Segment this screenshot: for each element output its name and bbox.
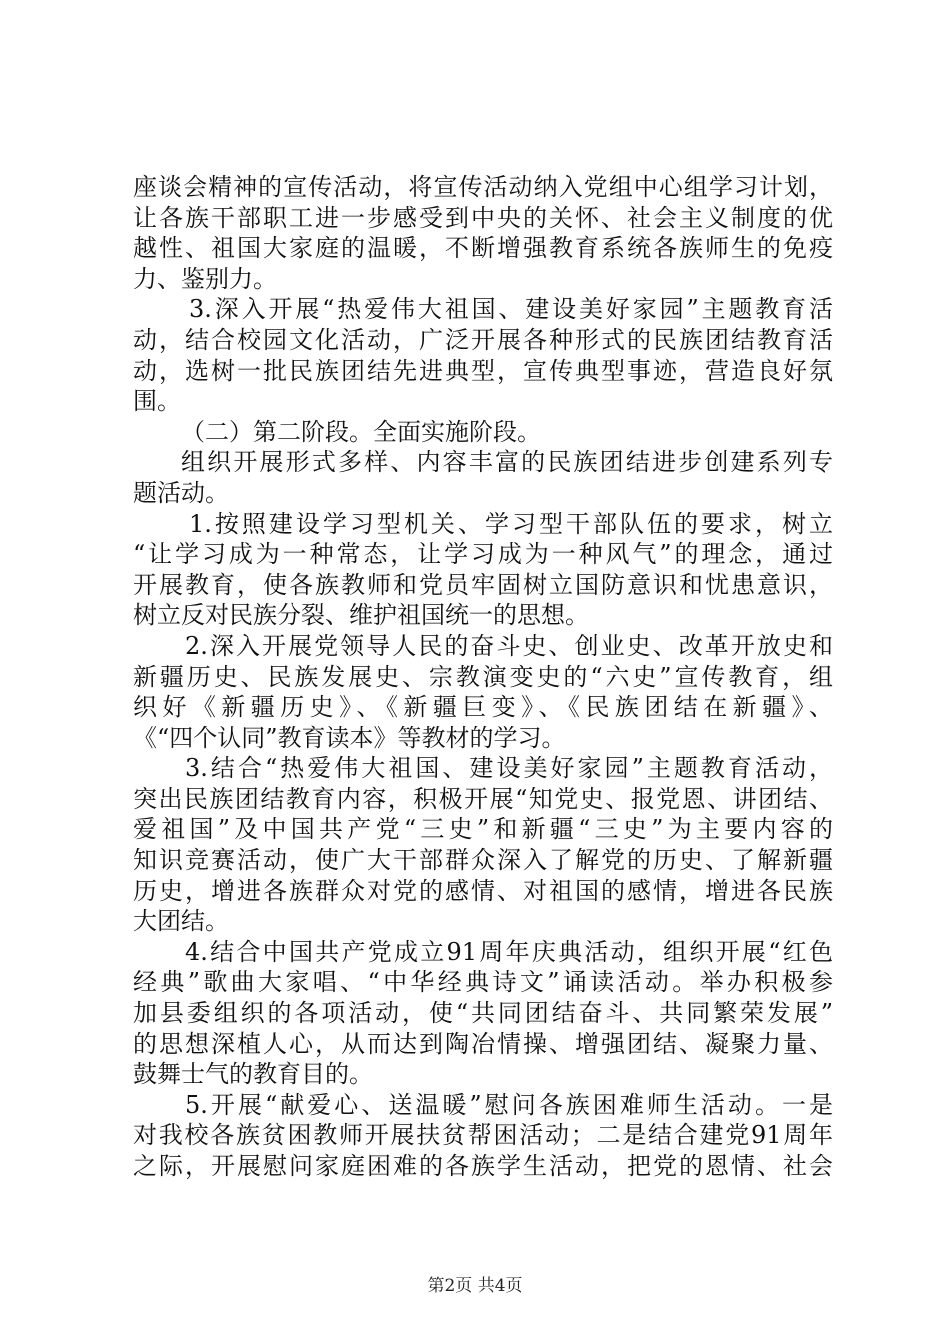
text-line: 题活动。 xyxy=(133,478,229,507)
document-body xyxy=(133,172,833,1182)
text-line: 动，选树一批民族团结先进典型，宣传典型事迹，营造良好氛 xyxy=(133,356,833,385)
text-line: 加县委组织的各项活动，使“共同团结奋斗、共同繁荣发展” xyxy=(133,999,833,1028)
text-line: 知识竞赛活动，使广大干部群众深入了解党的历史、了解新疆 xyxy=(133,846,833,875)
text-line: 对我校各族贫困教师开展扶贫帮困活动；二是结合建党91周年 xyxy=(133,1121,833,1150)
text-line: 新疆历史、民族发展史、宗教演变史的“六史”宣传教育，组 xyxy=(133,662,833,691)
text-line: 之际，开展慰问家庭困难的各族学生活动，把党的恩情、社会 xyxy=(133,1152,833,1180)
paragraph-first-line: 组织开展形式多样、内容丰富的民族团结进步创建系列专 xyxy=(181,448,833,477)
text-line: 突出民族团结教育内容，积极开展“知党史、报党恩、讲团结、 xyxy=(133,784,833,813)
text-line: 动，结合校园文化活动，广泛开展各种形式的民族团结教育活 xyxy=(133,325,833,354)
text-line: 织好《新疆历史》、《新疆巨变》、《民族团结在新疆》、 xyxy=(133,693,833,722)
text-line: 越性、祖国大家庭的温暖，不断增强教育系统各族师生的免疫 xyxy=(133,234,833,263)
paragraph-first-line: 3.深入开展“热爱伟大祖国、建设美好家园”主题教育活 xyxy=(189,295,833,324)
text-line: 树立反对民族分裂、维护祖国统一的思想。 xyxy=(133,601,589,630)
paragraph-first-line: 5.开展“献爱心、送温暖”慰问各族困难师生活动。一是 xyxy=(185,1090,833,1119)
section-heading: （二）第二阶段。全面实施阶段。 xyxy=(181,417,541,446)
text-line: 让各族干部职工进一步感受到中央的关怀、社会主义制度的优 xyxy=(133,203,833,232)
text-line: 围。 xyxy=(133,387,181,416)
text-line: 力、鉴别力。 xyxy=(133,264,277,293)
text-line: 爱祖国”及中国共产党“三史”和新疆“三史”为主要内容的 xyxy=(133,815,833,844)
text-line: 的思想深植人心，从而达到陶冶情操、增强团结、凝聚力量、 xyxy=(133,1029,833,1058)
text-line: 大团结。 xyxy=(133,907,229,936)
text-line: 座谈会精神的宣传活动，将宣传活动纳入党组中心组学习计划， xyxy=(133,173,833,201)
page-number-footer: 第2页 共4页 xyxy=(427,1276,523,1296)
text-line: 开展教育，使各族教师和党员牢固树立国防意识和忧患意识， xyxy=(133,570,833,599)
text-line: 《“四个认同”教育读本》等教材的学习。 xyxy=(133,723,566,752)
text-line: 历史，增进各族群众对党的感情、对祖国的感情，增进各民族 xyxy=(133,876,833,905)
text-line: 鼓舞士气的教育目的。 xyxy=(133,1060,373,1089)
paragraph-first-line: 1.按照建设学习型机关、学习型干部队伍的要求，树立 xyxy=(189,509,833,538)
paragraph-first-line: 3.结合“热爱伟大祖国、建设美好家园”主题教育活动， xyxy=(185,754,833,783)
paragraph-first-line: 4.结合中国共产党成立91周年庆典活动，组织开展“红色 xyxy=(185,937,833,966)
text-line: “让学习成为一种常态，让学习成为一种风气”的理念，通过 xyxy=(133,540,833,569)
text-line: 经典”歌曲大家唱、“中华经典诗文”诵读活动。举办积极参 xyxy=(133,968,833,997)
paragraph-first-line: 2.深入开展党领导人民的奋斗史、创业史、改革开放史和 xyxy=(185,631,833,660)
